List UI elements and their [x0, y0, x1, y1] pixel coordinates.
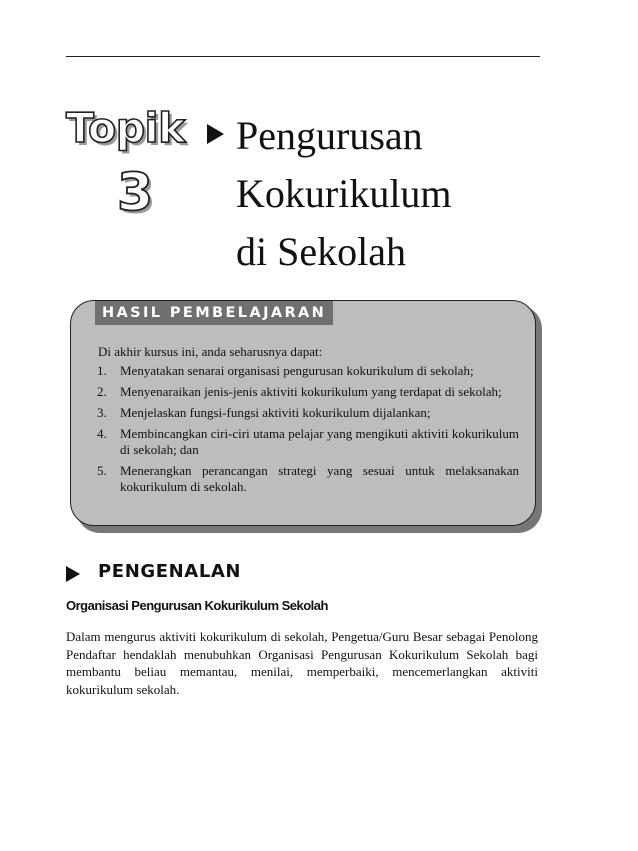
list-item [97, 426, 519, 458]
list-item [97, 384, 519, 400]
list-item-number: 1. [97, 363, 107, 378]
intro-paragraph: Dalam mengurus aktiviti kokurikulum di sekolah, Pengetua/Guru Besar sebagai Penolong Pendaftar hendaklah menubuhkan Organisasi Pengurusan Kokurikulum Sekolah bagi membantu beliau memantau, menilai, memperbaiki, mencemerlangkan aktiviti kokurikulum sekolah. [66, 629, 538, 697]
list-item-text: Menerangkan perancangan strategi yang sesuai untuk melaksanakan kokurikulum di sekolah. [120, 463, 519, 494]
list-item [97, 363, 519, 379]
topik-label: Topik [66, 104, 185, 152]
title-arrow-icon [207, 124, 224, 144]
section-arrow-icon [66, 566, 80, 582]
learning-outcomes-list [97, 363, 519, 500]
list-item [97, 463, 519, 495]
section-subtitle: Organisasi Pengurusan Kokurikulum Sekolah [66, 598, 328, 613]
learning-outcomes-label: HASIL PEMBELAJARAN [95, 301, 333, 325]
list-item-text: Menyenaraikan jenis-jenis aktiviti kokurikulum yang terdapat di sekolah; [120, 384, 502, 399]
list-item-number: 2. [97, 384, 107, 399]
topic-title-line-2: Kokurikulum [236, 171, 452, 216]
topic-title-line-1: Pengurusan [236, 113, 423, 158]
list-item-number: 5. [97, 463, 107, 478]
top-rule [66, 56, 540, 57]
topic-title-line-3: di Sekolah [236, 229, 406, 274]
list-item-text: Menjelaskan fungsi-fungsi aktiviti kokurikulum dijalankan; [120, 405, 431, 420]
list-item-text: Membincangkan ciri-ciri utama pelajar yang mengikuti aktiviti kokurikulum di sekolah; dan [120, 426, 519, 457]
list-item-text: Menyatakan senarai organisasi pengurusan kokurikulum di sekolah; [120, 363, 474, 378]
list-item-number: 3. [97, 405, 107, 420]
learning-outcomes-intro: Di akhir kursus ini, anda seharusnya dapat: [98, 344, 323, 359]
topik-number: 3 [117, 163, 154, 223]
list-item [97, 405, 519, 421]
list-item-number: 4. [97, 426, 107, 441]
section-title: PENGENALAN [98, 561, 242, 582]
